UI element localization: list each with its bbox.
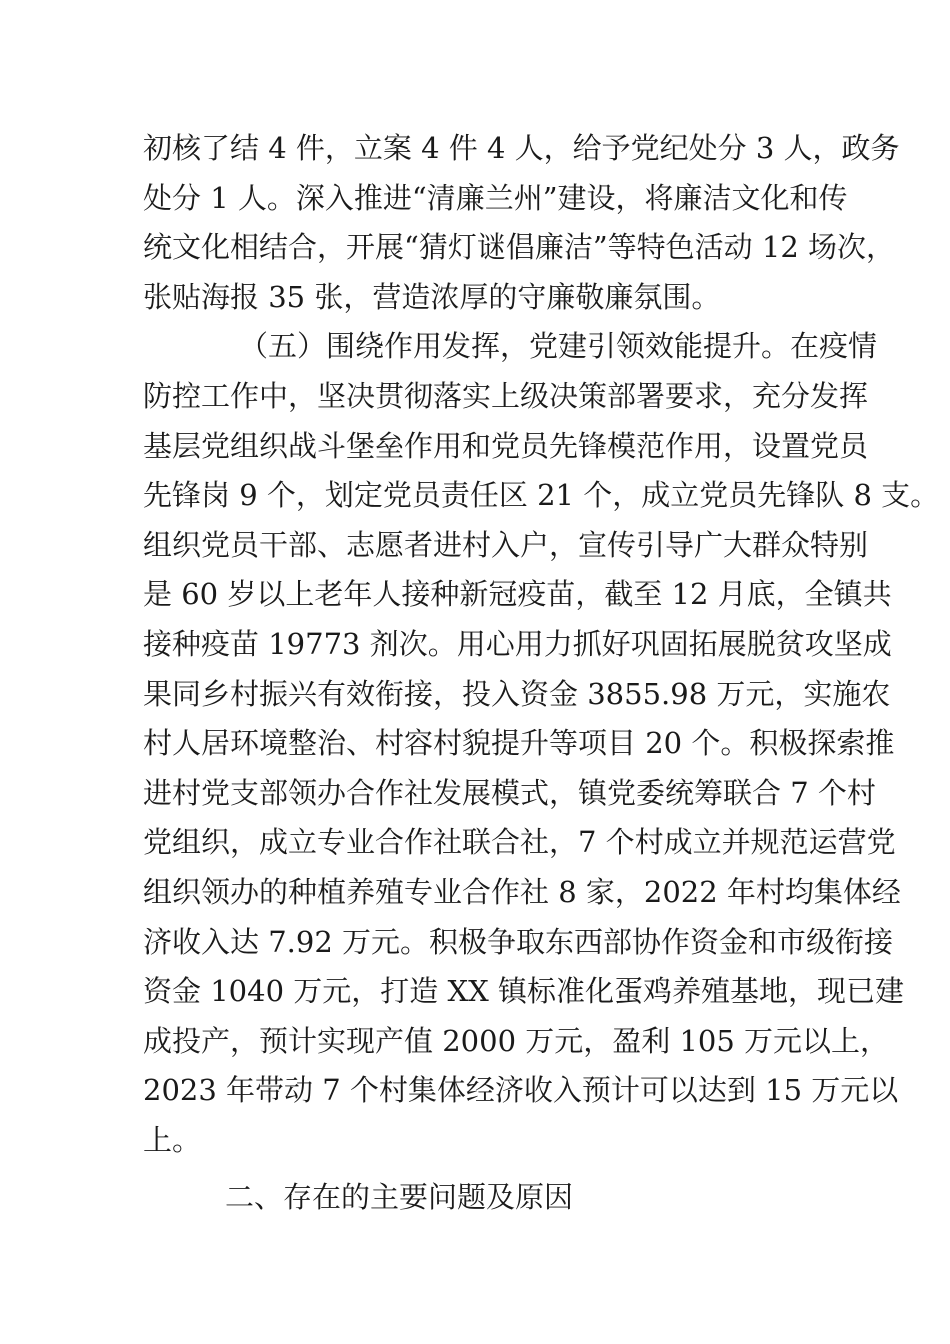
text-line: 先锋岗 9 个，划定党员责任区 21 个，成立党员先锋队 8 支。 — [143, 478, 940, 513]
text-line: 2023 年带动 7 个村集体经济收入预计可以达到 15 万元以 — [143, 1073, 899, 1108]
paragraph-first-line: （五）围绕作用发挥，党建引领效能提升。在疫情 — [239, 329, 878, 364]
text-line: 成投产，预计实现产值 2000 万元，盈利 105 万元以上， — [143, 1023, 890, 1058]
text-line: 村人居环境整治、村容村貌提升等项目 20 个。积极探索推 — [143, 726, 895, 761]
text-line: 组织党员干部、志愿者进村入户，宣传引导广大群众特别 — [143, 527, 869, 562]
text-line: 处分 1 人。深入推进“清廉兰州”建设，将廉洁文化和传 — [143, 180, 848, 215]
text-line: 进村党支部领办合作社发展模式，镇党委统筹联合 7 个村 — [143, 775, 876, 810]
text-line: 果同乡村振兴有效衔接，投入资金 3855.98 万元，实施农 — [143, 676, 891, 711]
text-line: 接种疫苗 19773 剂次。用心用力抓好巩固拓展脱贫攻坚成 — [143, 626, 892, 661]
text-line: 上。 — [143, 1122, 202, 1157]
text-line: 是 60 岁以上老年人接种新冠疫苗，截至 12 月底，全镇共 — [143, 577, 892, 612]
section-heading: 二、存在的主要问题及原因 — [225, 1180, 574, 1214]
text-line: 济收入达 7.92 万元。积极争取东西部协作资金和市级衔接 — [143, 924, 894, 959]
text-line: 防控工作中，坚决贯彻落实上级决策部署要求，充分发挥 — [143, 378, 869, 413]
text-line: 资金 1040 万元，打造 XX 镇标准化蛋鸡养殖基地，现已建 — [143, 974, 904, 1009]
text-line: 组织领办的种植养殖专业合作社 8 家，2022 年村均集体经 — [143, 874, 901, 909]
body-text — [143, 124, 940, 1165]
text-line: 党组织，成立专业合作社联合社，7 个村成立并规范运营党 — [143, 825, 896, 860]
text-line: 统文化相结合，开展“猜灯谜倡廉洁”等特色活动 12 场次， — [143, 230, 895, 265]
text-line: 初核了结 4 件，立案 4 件 4 人，给予党纪处分 3 人，政务 — [143, 131, 900, 165]
text-line: 基层党组织战斗堡垒作用和党员先锋模范作用，设置党员 — [143, 428, 869, 463]
text-line: 张贴海报 35 张，营造浓厚的守廉敬廉氛围。 — [143, 279, 721, 314]
